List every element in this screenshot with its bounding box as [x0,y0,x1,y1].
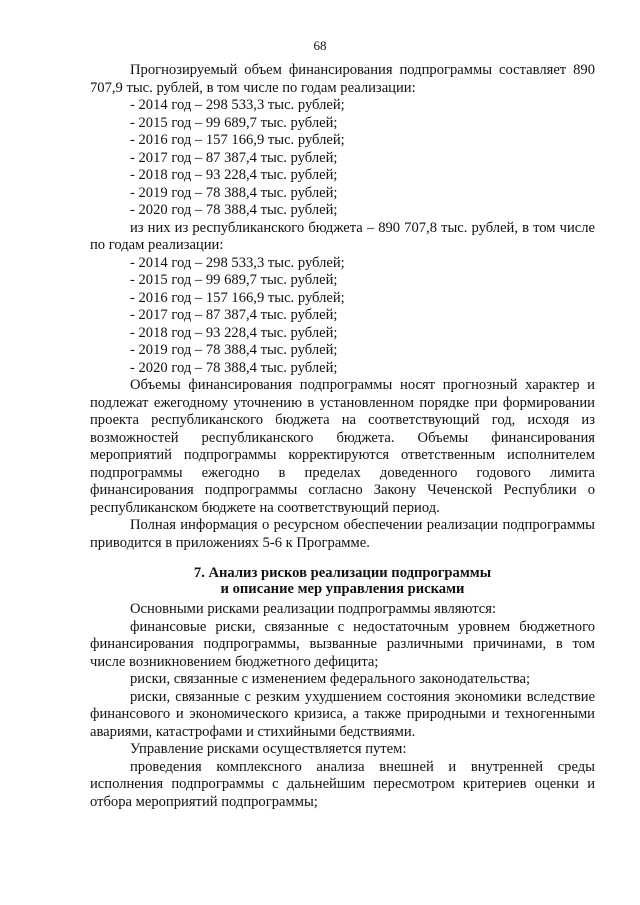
full-info-paragraph: Полная информация о ресурсном обеспечении реализации подпрограммы приводится в приложениях 5-6 к Программе. [90,517,595,551]
risk-paragraph: риски, связанные с изменением федерального законодательства; [130,671,531,687]
forecast-paragraph: Объемы финансирования подпрограммы носят прогнозный характер и подлежат ежегодному уточнению в установленном порядке при формировании проекта республиканского бюджета на соответствующий год, исходя из возможностей республиканского бюджета. Объемы финансирования мероприятий подпрограммы корректируются ответственным исполнителем подпрограммы ежегодно в пределах доведенного годового лимита финансирования подпрограммы согласно Закону Чеченской Республики о республиканском бюджете на соответствующий период. [90,377,595,516]
risks-intro-paragraph: Основными рисками реализации подпрограммы являются: [130,601,497,617]
list-item: - 2016 год – 157 166,9 тыс. рублей; [130,289,345,306]
list-item: - 2014 год – 298 533,3 тыс. рублей; [130,254,345,271]
list-item: - 2015 год – 99 689,7 тыс. рублей; [130,114,338,131]
list-item: - 2014 год – 298 533,3 тыс. рублей; [130,97,345,113]
page-number: 68 [313,38,327,53]
list-item: - 2019 год – 78 388,4 тыс. рублей; [130,342,338,358]
risk-paragraph: риски, связанные с резким ухудшением состояния экономики вследствие финансового и экономического кризиса, а также природными и техногенными авариями, катастрофами и стихийными бедствиями. [90,688,595,740]
section-heading-line-2: и описание мер управления рисками [220,580,465,597]
list-item: - 2018 год – 93 228,4 тыс. рублей; [130,324,338,341]
list-item: - 2018 год – 93 228,4 тыс. рублей; [130,167,338,183]
list-item: - 2016 год – 157 166,9 тыс. рублей; [130,132,345,148]
list-item: - 2017 год – 87 387,4 тыс. рублей; [130,149,338,166]
list-item: - 2020 год – 78 388,4 тыс. рублей; [130,359,338,376]
page-content [90,62,595,811]
section-heading [90,566,595,597]
list-item: - 2019 год – 78 388,4 тыс. рублей; [130,184,338,201]
management-item-paragraph: проведения комплексного анализа внешней и внутренней среды исполнения подпрограммы с дальнейшим пересмотром критериев оценки и отбора мероприятий подпрограммы; [90,758,595,810]
list-item: - 2017 год – 87 387,4 тыс. рублей; [130,307,338,323]
management-intro-paragraph: Управление рисками осуществляется путем: [130,741,407,757]
total-financing-by-year-list [90,97,595,220]
list-item: - 2020 год – 78 388,4 тыс. рублей; [130,202,338,218]
republican-financing-by-year-list [90,255,595,378]
section-heading-line-1: 7. Анализ рисков реализации подпрограммы [193,565,492,581]
list-item: - 2015 год – 99 689,7 тыс. рублей; [130,272,338,288]
republican-budget-paragraph: из них из республиканского бюджета – 890 707,8 тыс. рублей, в том числе по годам реализации: [90,219,595,253]
risk-paragraph: финансовые риски, связанные с недостаточным уровнем бюджетного финансирования подпрограммы, вызванные различными причинами, в том числе возникновением бюджетного дефицита; [90,618,595,670]
financing-intro-paragraph: Прогнозируемый объем финансирования подпрограммы составляет 890 707,9 тыс. рублей, в том числе по годам реализации: [90,62,595,96]
